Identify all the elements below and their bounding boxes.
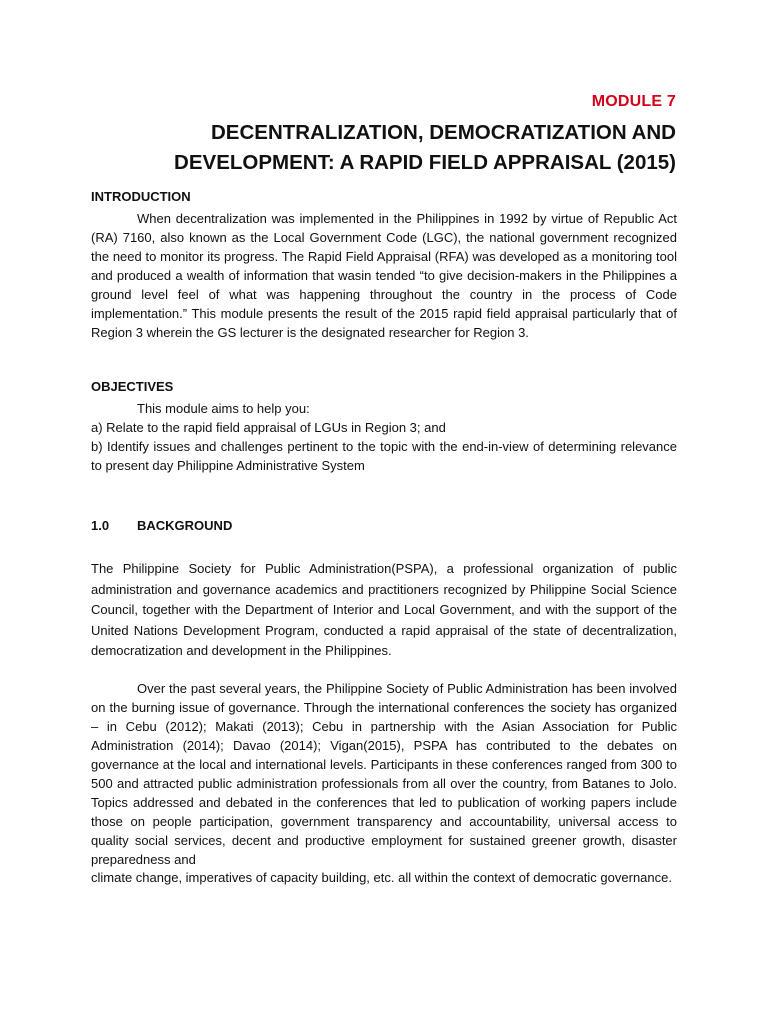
document-title	[116, 118, 676, 178]
background-paragraph-1: The Philippine Society for Public Administration(PSPA), a professional organization of public administration and governance academics and practitioners recognized by Philippine Social Science Council, together with the Department of Interior and Local Government, and with the support of the United Nations Development Program, conducted a rapid appraisal of the state of decentralization, democratization and development in the Philippines.	[91, 561, 677, 658]
background-paragraph-3: climate change, imperatives of capacity building, etc. all within the context of democratic governance.	[91, 870, 672, 885]
background-paragraph-2: Over the past several years, the Philippine Society of Public Administration has been involved on the burning issue of governance. Through the international conferences the society has organized – in Cebu (2012); Makati (2013); Cebu in partnership with the Asian Association for Public Administration (2014); Davao (2014); Vigan(2015), PSPA has contributed to the debates on governance at the local and international levels. Participants in these conferences ranged from 300 to 500 and attracted public administration professionals from all over the country, from Batanes to Jolo. Topics addressed and debated in the conferences that led to publication of working papers include those on people participation, government transparency and accountability, universal access to quality social services, decent and productive employment for sustained greener growth, disaster preparedness and	[91, 681, 677, 867]
background-heading: BACKGROUND	[137, 518, 233, 533]
introduction-paragraph: When decentralization was implemented in the Philippines in 1992 by virtue of Republic Act (RA) 7160, also known as the Local Government Code (LGC), the national government recognized the need to monitor its progress. The Rapid Field Appraisal (RFA) was developed as a monitoring tool and produced a wealth of information that wasin tended “to give decision-makers in the Philippines a ground level feel of what was happening throughout the country in the process of Code implementation.” This module presents the result of the 2015 rapid field appraisal particularly that of Region 3 wherein the GS lecturer is the designated researcher for Region 3.	[91, 211, 677, 340]
objectives-heading: OBJECTIVES	[91, 379, 174, 394]
objective-item-b: b) Identify issues and challenges pertinent to the topic with the end-in-view of determining relevance to present day Philippine Administrative System	[91, 439, 677, 473]
module-label: MODULE 7	[591, 93, 676, 110]
title-line-1: DECENTRALIZATION, DEMOCRATIZATION AND	[210, 121, 676, 144]
objectives-lead: This module aims to help you:	[137, 401, 310, 416]
background-section-number: 1.0	[91, 518, 110, 533]
introduction-heading: INTRODUCTION	[91, 189, 191, 204]
objective-item-a: a) Relate to the rapid field appraisal of LGUs in Region 3; and	[91, 420, 446, 435]
title-line-2: DEVELOPMENT: A RAPID FIELD APPRAISAL (2015)	[174, 151, 676, 174]
